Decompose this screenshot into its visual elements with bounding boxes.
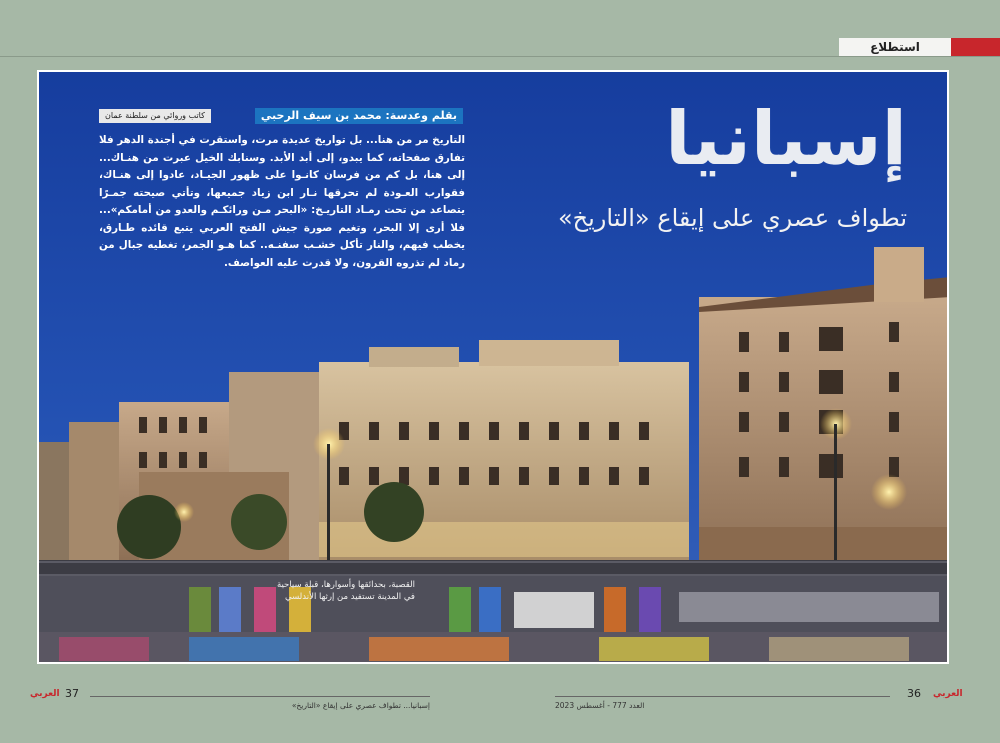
issue-info: العدد 777 - أغسطس 2023 (555, 701, 645, 710)
byline-author: بقلم وعدسة: محمد بن سيف الرحبي (255, 108, 463, 124)
section-accent-bar (951, 38, 1000, 56)
section-label: استطلاع (839, 38, 951, 56)
photo-caption: القصبة، بحدائقها وأسوارها، قبلة سياحية في المدينة تستفيد من إرثها الأندلسي (276, 580, 415, 602)
footer-right (555, 685, 975, 715)
running-title: إسبانيا... تطواف عصري على إيقاع «التاريخ» (291, 701, 430, 710)
footer-rule-right (555, 696, 890, 697)
section-header (839, 38, 1000, 56)
article-subtitle: تطواف عصري على إيقاع «التاريخ» (557, 204, 907, 232)
header-rule (0, 56, 1000, 57)
magazine-logo-left: العربي (30, 689, 60, 699)
hero-photo (37, 70, 949, 664)
footer-left (30, 685, 430, 715)
footer-rule-left (90, 696, 430, 697)
byline (99, 108, 463, 124)
article-intro: التاريخ مر من هنا... بل تواريخ عديدة مرت، واستقرت في أجندة الدهر فلا تفارق صفحاته، كما يبدو، إلى أبد الأبد. وسنابك الخيل عبرت من هنـاك... إلى هنا، بل كم من فرسان كانـوا على ظهور الجيـاد، عادوا إلى هنـاك، فقوارب العـودة لم تحرقها نـار ابن زياد جميعها، وتأتي صيحته جمـرًا يتصاعد من تحت رمـاد التاريـخ: «البحر مـن ورائكـم والعدو من أمامكم»... فلا أرى إلا البحر، وتغيم صورة جيش الفتح العربي يتبع قائده طـارق، يخطب فيهم، والنار تأكل خشـب سفنـه.. كما هـو الجمر، تغطيه جبال من رماد لم تذروه القرون، ولا قدرت عليه العواصف. (99, 134, 465, 269)
page-number-left: 37 (65, 687, 79, 700)
byline-role: كاتب وروائي من سلطنة عمان (99, 109, 211, 123)
magazine-logo-right: العربي (933, 689, 963, 699)
page-number-right: 36 (907, 687, 921, 700)
article-title: إسبانيا (665, 96, 907, 182)
